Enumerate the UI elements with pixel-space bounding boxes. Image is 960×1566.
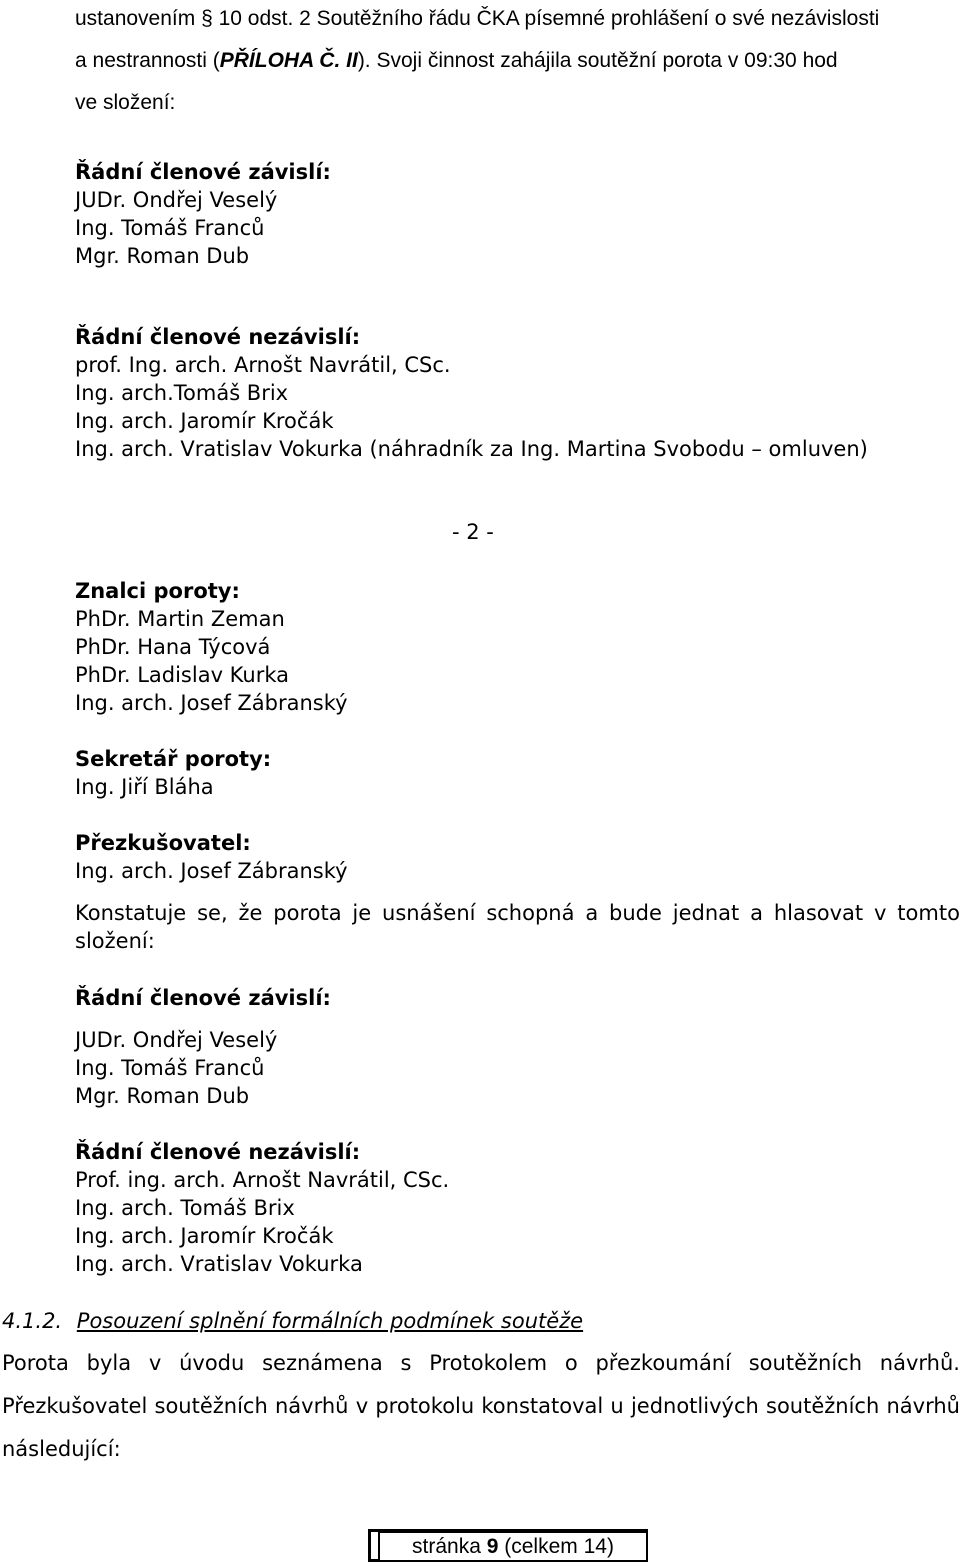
word: Porota: [2, 1351, 69, 1375]
dependent-members-heading: Řádní členové závislí:: [75, 160, 331, 184]
subsection-heading: [2, 1311, 583, 1332]
word: tomto: [897, 901, 960, 925]
word: Přezkušovatel: [2, 1394, 148, 1418]
member-name: Ing. arch.Tomáš Brix: [75, 381, 289, 405]
member-name: Mgr. Roman Dub: [75, 1084, 250, 1108]
expert-name: Ing. arch. Josef Zábranský: [75, 691, 348, 715]
independent-members-heading: Řádní členové nezávislí:: [75, 325, 361, 349]
secretary-name: Ing. Jiří Bláha: [75, 775, 214, 799]
paragraph-line-2: [2, 1396, 960, 1417]
word: že: [238, 901, 263, 925]
paragraph-line-3: následující:: [2, 1437, 121, 1461]
word: v: [874, 901, 887, 925]
word: seznámena: [262, 1351, 383, 1375]
word: hlasovat: [773, 901, 864, 925]
member-name: prof. Ing. arch. Arnošt Navrátil, CSc.: [75, 353, 451, 377]
member-name: Ing. arch. Vratislav Vokurka: [75, 1252, 363, 1276]
footer-suffix: (celkem 14): [498, 1534, 614, 1558]
word: konstatoval: [481, 1394, 604, 1418]
word: návrhů: [886, 1394, 960, 1418]
word: soutěžních: [154, 1394, 268, 1418]
intro-line-3: ve složení:: [75, 91, 176, 114]
word: jednotlivých: [630, 1394, 759, 1418]
dependent-members-heading: Řádní členové závislí:: [75, 986, 331, 1010]
member-name: Ing. Tomáš Franců: [75, 1056, 265, 1080]
intro-line-2-c: ). Svoji činnost zahájila soutěžní porota v 09:30 hod: [357, 49, 838, 72]
page-footer: [378, 1531, 648, 1562]
word: v: [148, 1351, 162, 1375]
examiner-name: Ing. arch. Josef Zábranský: [75, 859, 348, 883]
word: návrhů.: [879, 1351, 960, 1375]
word: byla: [86, 1351, 132, 1375]
member-name: Ing. arch. Jaromír Kročák: [75, 1224, 334, 1248]
subsection-number: 4.1.2.: [2, 1309, 63, 1333]
member-name: Ing. arch. Tomáš Brix: [75, 1196, 295, 1220]
word: Konstatuje: [75, 901, 187, 925]
word: soutěžních: [748, 1351, 863, 1375]
footer-prefix: stránka: [412, 1534, 487, 1558]
word: schopná: [486, 901, 575, 925]
word: návrhů: [275, 1394, 349, 1418]
member-name: Ing. arch. Vratislav Vokurka (náhradník za Ing. Martina Svobodu – omluven): [75, 437, 868, 461]
word: protokolu: [375, 1394, 475, 1418]
member-name: JUDr. Ondřej Veselý: [75, 188, 278, 212]
word: Protokolem: [429, 1351, 548, 1375]
member-name: Mgr. Roman Dub: [75, 244, 250, 268]
expert-name: PhDr. Martin Zeman: [75, 607, 285, 631]
word: porota: [273, 901, 342, 925]
statement-line-2: složení:: [75, 929, 155, 953]
word: usnášení: [382, 901, 476, 925]
member-name: Ing. arch. Jaromír Kročák: [75, 409, 334, 433]
word: v: [355, 1394, 369, 1418]
word: jednat: [672, 901, 740, 925]
intro-line-2: [75, 50, 838, 71]
member-name: Prof. ing. arch. Arnošt Navrátil, CSc.: [75, 1168, 450, 1192]
word: u: [610, 1394, 624, 1418]
subsection-title: Posouzení splnění formálních podmínek soutěže: [76, 1309, 584, 1333]
word: soutěžních: [766, 1394, 880, 1418]
word: je: [352, 901, 372, 925]
intro-line-2-a: a nestrannosti (: [75, 49, 220, 72]
intro-line-1: ustanovením § 10 odst. 2 Soutěžního řádu ČKA písemné prohlášení o své nezávislosti: [75, 7, 880, 30]
member-name: JUDr. Ondřej Veselý: [75, 1028, 278, 1052]
page-marker: - 2 -: [452, 520, 494, 544]
word: a: [585, 901, 599, 925]
independent-members-heading: Řádní členové nezávislí:: [75, 1140, 361, 1164]
word: a: [750, 901, 763, 925]
member-name: Ing. Tomáš Franců: [75, 216, 265, 240]
word: úvodu: [179, 1351, 245, 1375]
examiner-heading: Přezkušovatel:: [75, 831, 251, 855]
paragraph-line-1: [2, 1353, 960, 1374]
footer-page-number: 9: [486, 1534, 499, 1558]
word: se,: [197, 901, 228, 925]
attachment-reference: PŘÍLOHA Č. II: [219, 49, 358, 72]
expert-name: PhDr. Ladislav Kurka: [75, 663, 290, 687]
word: s: [400, 1351, 412, 1375]
statement-line-1: [75, 903, 960, 924]
word: o: [564, 1351, 578, 1375]
expert-name: PhDr. Hana Týcová: [75, 635, 271, 659]
secretary-heading: Sekretář poroty:: [75, 747, 272, 771]
word: přezkoumání: [595, 1351, 731, 1375]
experts-heading: Znalci poroty:: [75, 579, 240, 603]
word: bude: [609, 901, 662, 925]
